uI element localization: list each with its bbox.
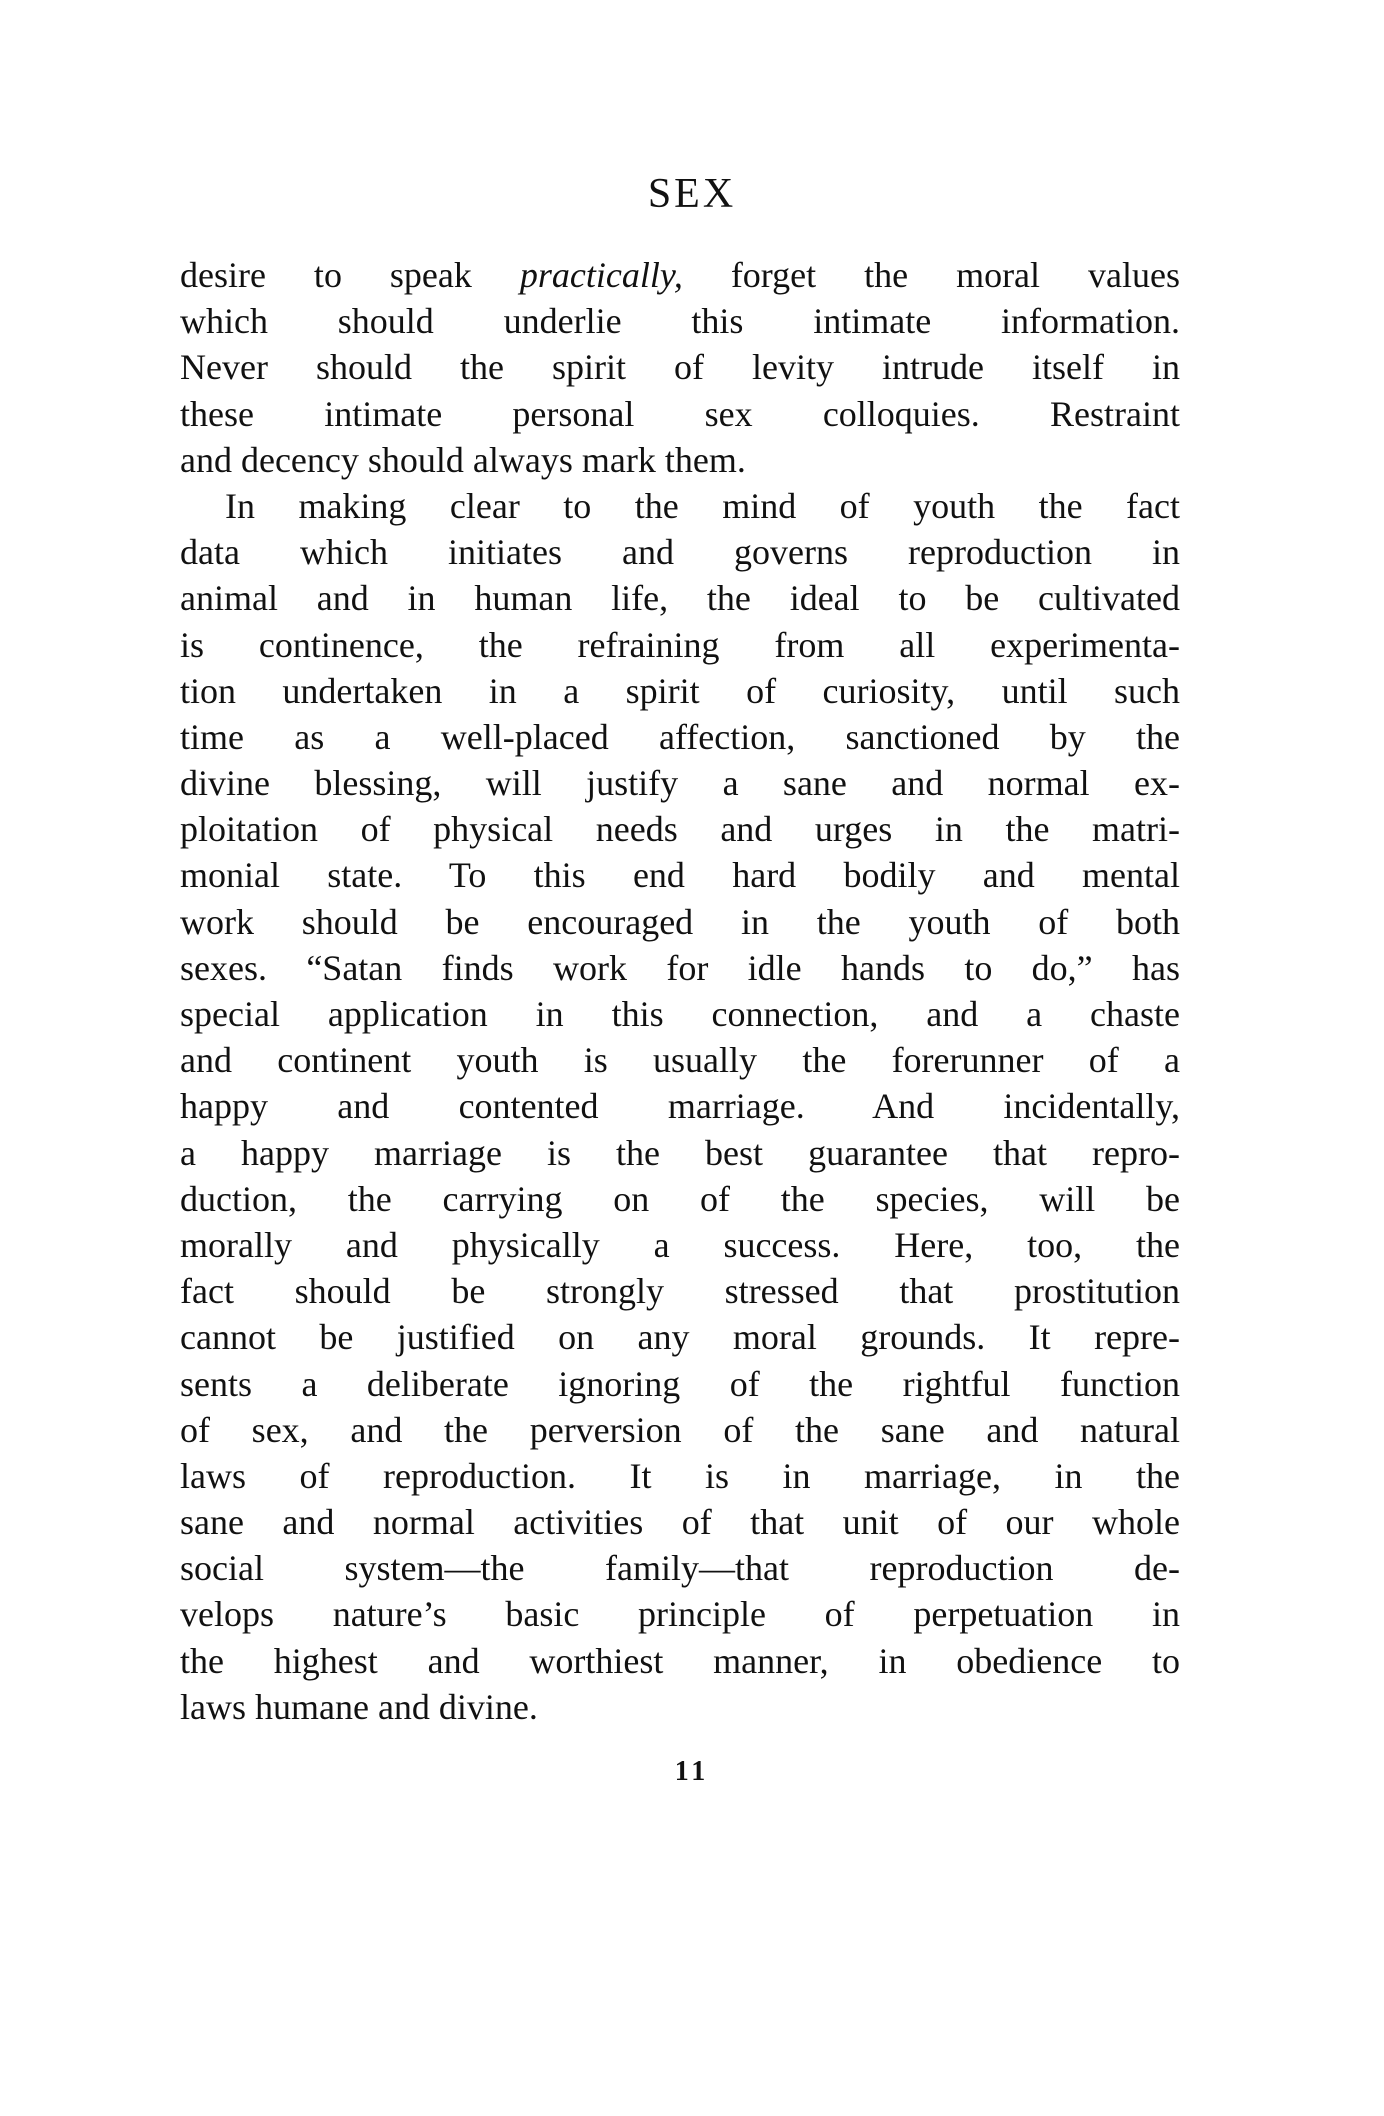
- text-line: tion undertaken in a spirit of curiosity, until such: [180, 670, 1180, 711]
- paragraph: [180, 483, 1180, 1730]
- text-line: and decency should always mark them.: [180, 439, 746, 480]
- text-line: cannot be justified on any moral grounds. It repre-: [180, 1317, 1180, 1358]
- text-line: the highest and worthiest manner, in obedience to: [180, 1640, 1180, 1681]
- text-line: these intimate personal sex colloquies. Restraint: [180, 393, 1180, 434]
- text-line: happy and contented marriage. And incidentally,: [180, 1086, 1180, 1127]
- text-line: sane and normal activities of that unit of our whole: [180, 1502, 1180, 1543]
- text-line: sents a deliberate ignoring of the rightful function: [180, 1363, 1180, 1404]
- text-line: In making clear to the mind of youth the fact: [225, 485, 1180, 526]
- text-line: which should underlie this intimate information.: [180, 301, 1180, 342]
- text-line: laws of reproduction. It is in marriage, in the: [180, 1455, 1180, 1496]
- running-head: SEX: [647, 171, 737, 217]
- text-line: morally and physically a success. Here, too, the: [180, 1224, 1180, 1265]
- text-line: ploitation of physical needs and urges in the matri-: [180, 809, 1180, 850]
- text-line: velops nature’s basic principle of perpetuation in: [180, 1594, 1180, 1635]
- body-text: [180, 252, 1180, 1730]
- text-line: is continence, the refraining from all experimenta-: [180, 624, 1180, 665]
- text-line: of sex, and the perversion of the sane and natural: [180, 1409, 1180, 1450]
- text-line: time as a well-placed affection, sanctioned by the: [180, 716, 1180, 757]
- text-line: fact should be strongly stressed that prostitution: [180, 1271, 1180, 1312]
- text-line: monial state. To this end hard bodily and mental: [180, 855, 1180, 896]
- text-line: divine blessing, will justify a sane and normal ex-: [180, 763, 1180, 804]
- text-line: duction, the carrying on of the species, will be: [180, 1178, 1180, 1219]
- text-line: special application in this connection, and a chaste: [180, 994, 1180, 1034]
- paragraph: [180, 252, 1180, 483]
- text-line: desire to speak practically, forget the moral values: [180, 255, 1180, 295]
- text-line: sexes. “Satan finds work for idle hands to do,” has: [180, 947, 1180, 988]
- text-line: data which initiates and governs reproduction in: [180, 532, 1180, 573]
- page-number: 11: [674, 1756, 710, 1787]
- text-line: a happy marriage is the best guarantee that repro-: [180, 1132, 1180, 1173]
- text-line: animal and in human life, the ideal to be cultivated: [180, 578, 1180, 619]
- emphasis: practically,: [519, 255, 683, 295]
- text-line: work should be encouraged in the youth of both: [180, 901, 1180, 942]
- text-line: and continent youth is usually the forerunner of a: [180, 1040, 1180, 1081]
- text-line: laws humane and divine.: [180, 1686, 538, 1727]
- text-line: Never should the spirit of levity intrude itself in: [180, 347, 1180, 388]
- text-line: social system—the family—that reproduction de-: [180, 1548, 1180, 1589]
